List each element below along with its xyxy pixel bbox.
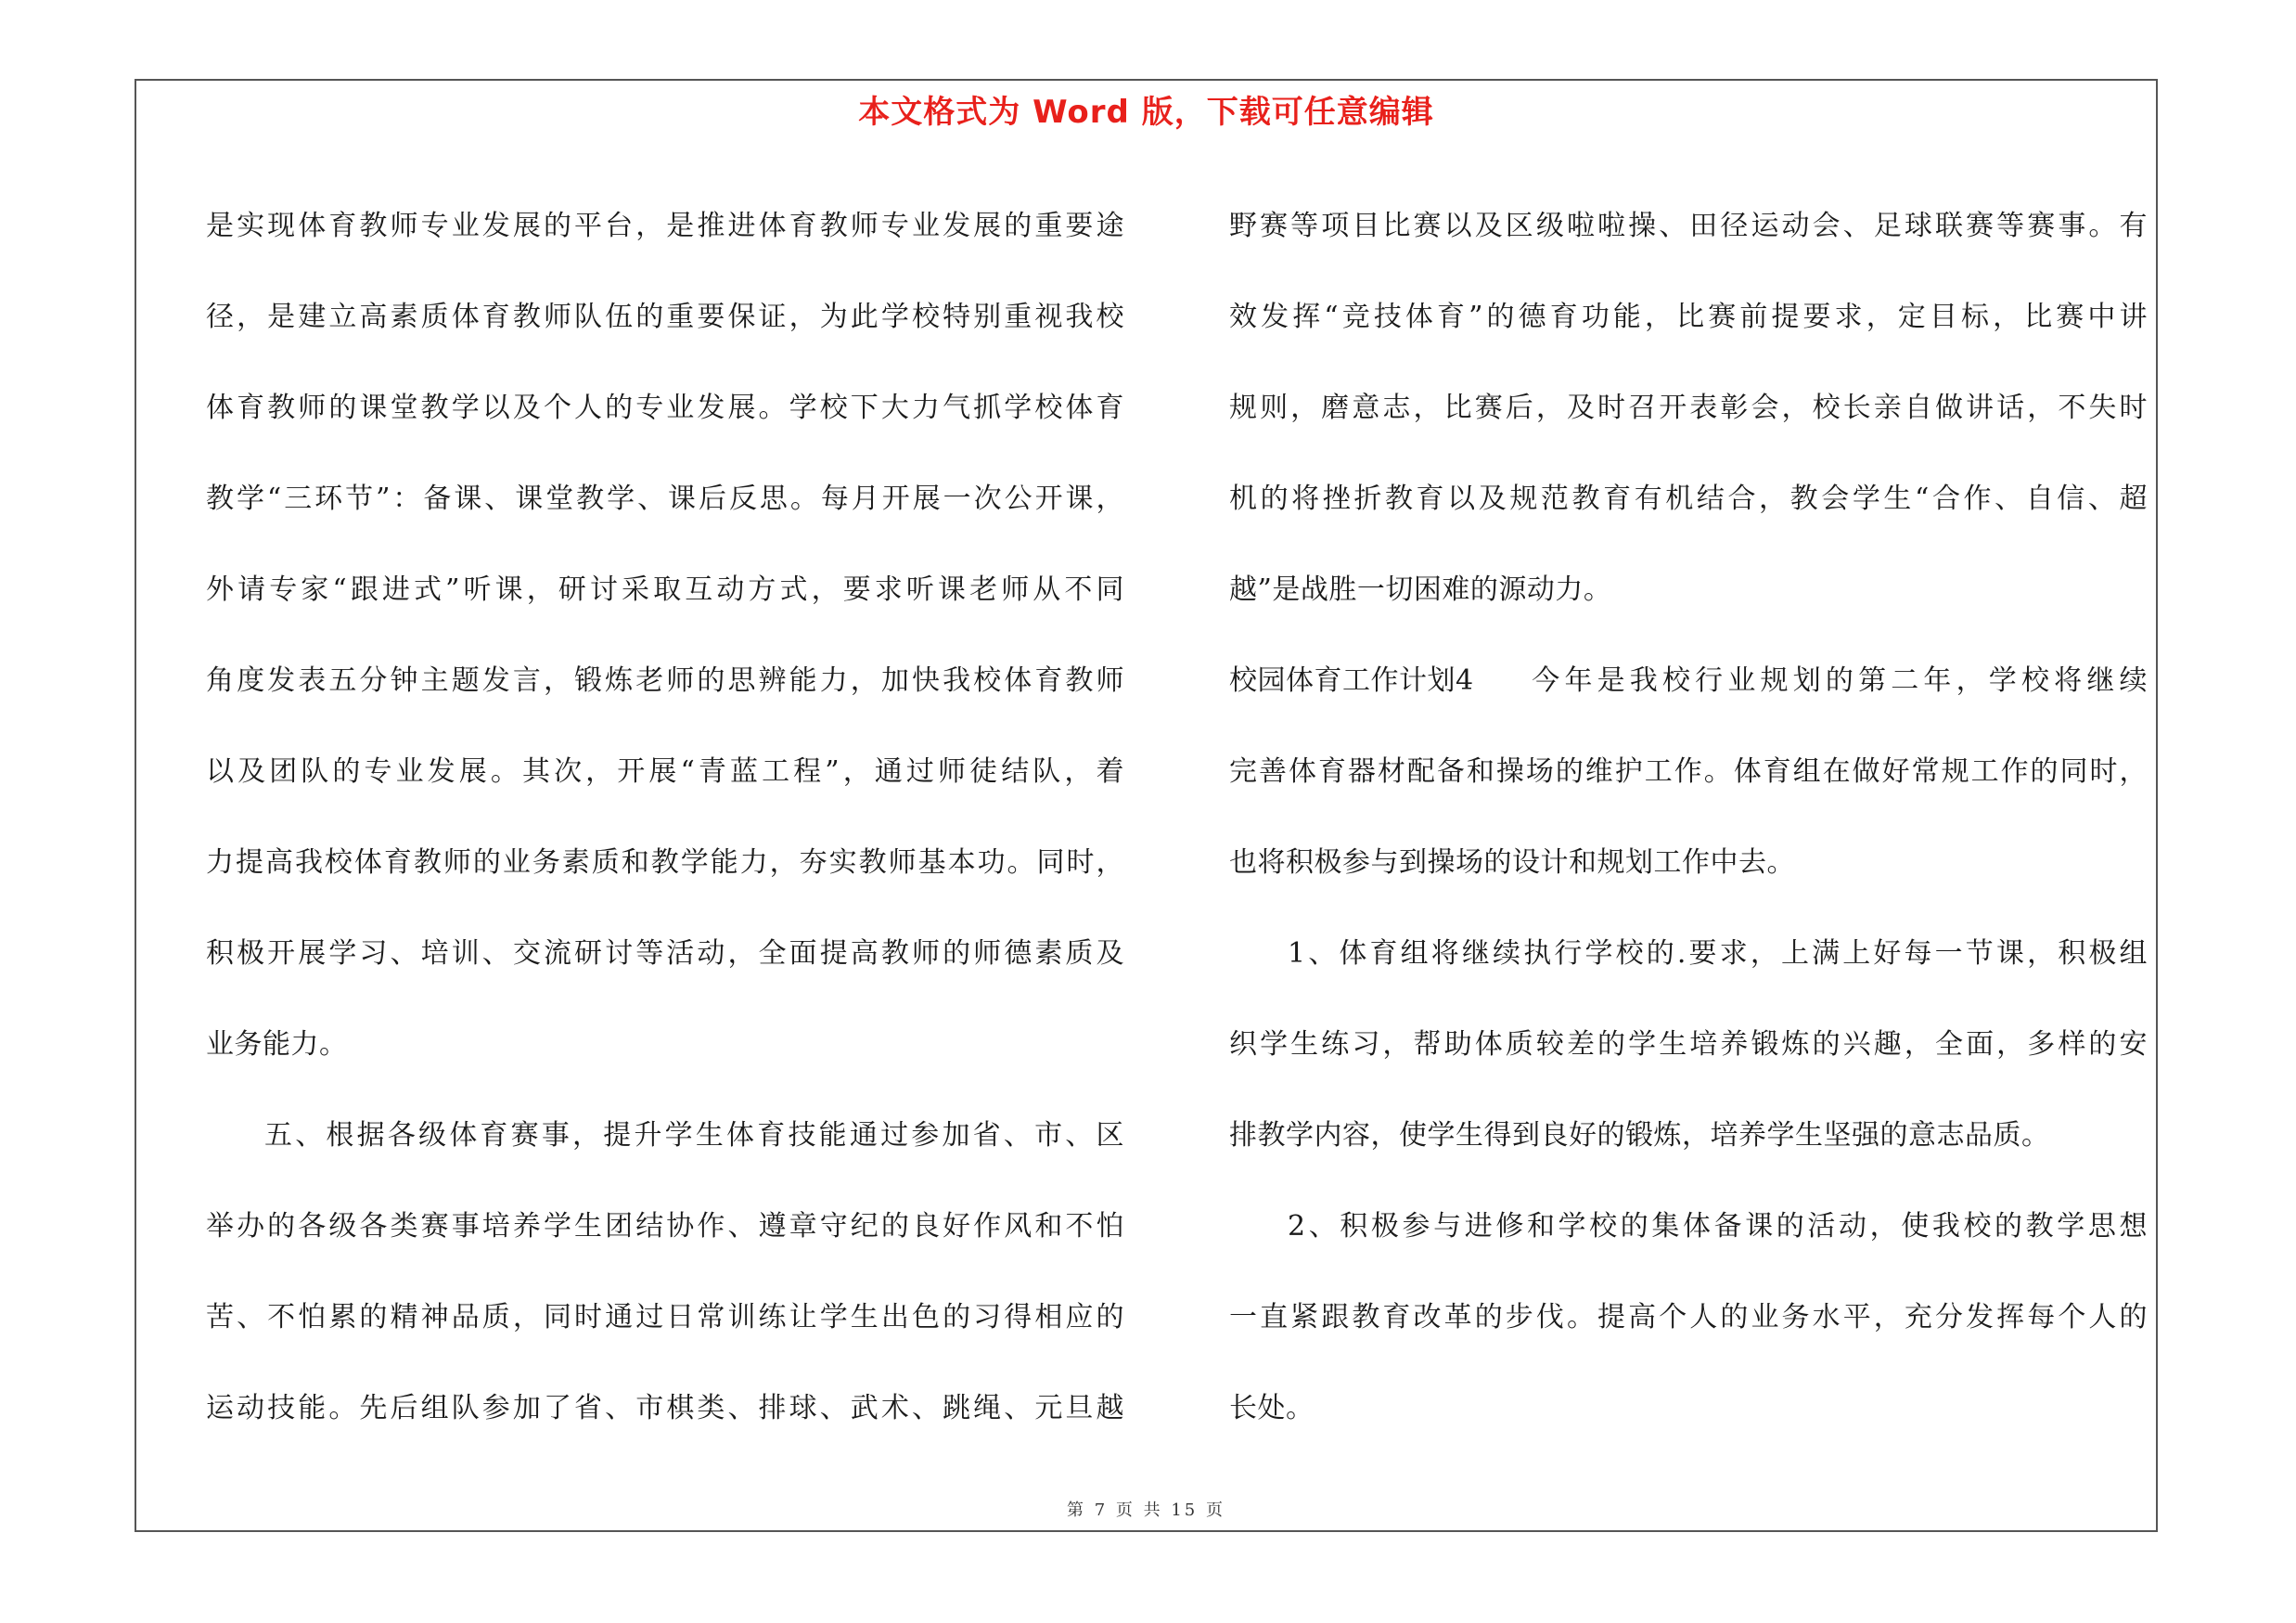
document-page [135, 79, 2158, 1532]
paragraph-line: 苦、不怕累的精神品质，同时通过日常训练让学生出色的习得相应的 [206, 1301, 1124, 1333]
paragraph-line: 径，是建立高素质体育教师队伍的重要保证，为此学校特别重视我校 [206, 301, 1124, 333]
paragraph-line: 也将积极参与到操场的设计和规划工作中去。 [1229, 846, 1795, 879]
section-first-line: 今年是我校行业规划的第二年，学校将继续 [1527, 664, 2148, 697]
paragraph-line: 举办的各级各类赛事培养学生团结协作、遵章守纪的良好作风和不怕 [206, 1210, 1124, 1243]
paragraph-line: 外请专家“跟进式”听课，研讨采取互动方式，要求听课老师从不同 [206, 573, 1124, 606]
header-banner: 本文格式为 Word 版，下载可任意编辑 [858, 94, 1434, 131]
paragraph-line: 越”是战胜一切困难的源动力。 [1229, 573, 1612, 606]
paragraph-line: 运动技能。先后组队参加了省、市棋类、排球、武术、跳绳、元旦越 [206, 1392, 1124, 1424]
paragraph-line: 完善体育器材配备和操场的维护工作。体育组在做好常规工作的同时， [1229, 755, 2148, 788]
paragraph-line: 规则，磨意志，比赛后，及时召开表彰会，校长亲自做讲话，不失时 [1229, 392, 2148, 424]
paragraph-line: 角度发表五分钟主题发言，锻炼老师的思辨能力，加快我校体育教师 [206, 664, 1124, 697]
left-column [206, 181, 1124, 1454]
paragraph-line: 教学“三环节”：备课、课堂教学、课后反思。每月开展一次公开课， [206, 483, 1124, 515]
paragraph-line: 织学生练习，帮助体质较差的学生培养锻炼的兴趣，全面，多样的安 [1229, 1028, 2148, 1061]
section-heading-line: 五、根据各级体育赛事，提升学生体育技能通过参加省、市、区 [264, 1119, 1124, 1152]
section-title: 校园体育工作计划4 [1229, 664, 1474, 697]
paragraph-line: 业务能力。 [206, 1028, 348, 1061]
paragraph-line: 一直紧跟教育改革的步伐。提高个人的业务水平，充分发挥每个人的 [1229, 1301, 2148, 1333]
paragraph-line: 以及团队的专业发展。其次，开展“青蓝工程”，通过师徒结队，着 [206, 755, 1124, 788]
paragraph-line: 效发挥“竞技体育”的德育功能，比赛前提要求，定目标，比赛中讲 [1229, 301, 2148, 333]
list-item-line: 1、体育组将继续执行学校的.要求，上满上好每一节课，积极组 [1288, 937, 2148, 970]
paragraph-line: 排教学内容，使学生得到良好的锻炼，培养学生坚强的意志品质。 [1229, 1119, 2050, 1152]
paragraph-line: 体育教师的课堂教学以及个人的专业发展。学校下大力气抓学校体育 [206, 392, 1124, 424]
paragraph-line: 机的将挫折教育以及规范教育有机结合，教会学生“合作、自信、超 [1229, 483, 2148, 515]
right-column [1229, 181, 2148, 1454]
paragraph-line: 力提高我校体育教师的业务素质和教学能力，夯实教师基本功。同时， [206, 846, 1124, 879]
section-title-line [1229, 636, 2148, 727]
paragraph-line: 积极开展学习、培训、交流研讨等活动，全面提高教师的师德素质及 [206, 937, 1124, 970]
page-number: 第 7 页 共 15 页 [1067, 1501, 1225, 1520]
paragraph-line: 野赛等项目比赛以及区级啦啦操、田径运动会、足球联赛等赛事。有 [1229, 210, 2148, 242]
paragraph-line: 长处。 [1229, 1392, 1315, 1424]
list-item-line: 2、积极参与进修和学校的集体备课的活动，使我校的教学思想 [1288, 1210, 2148, 1243]
paragraph-line: 是实现体育教师专业发展的平台，是推进体育教师专业发展的重要途 [206, 210, 1124, 242]
